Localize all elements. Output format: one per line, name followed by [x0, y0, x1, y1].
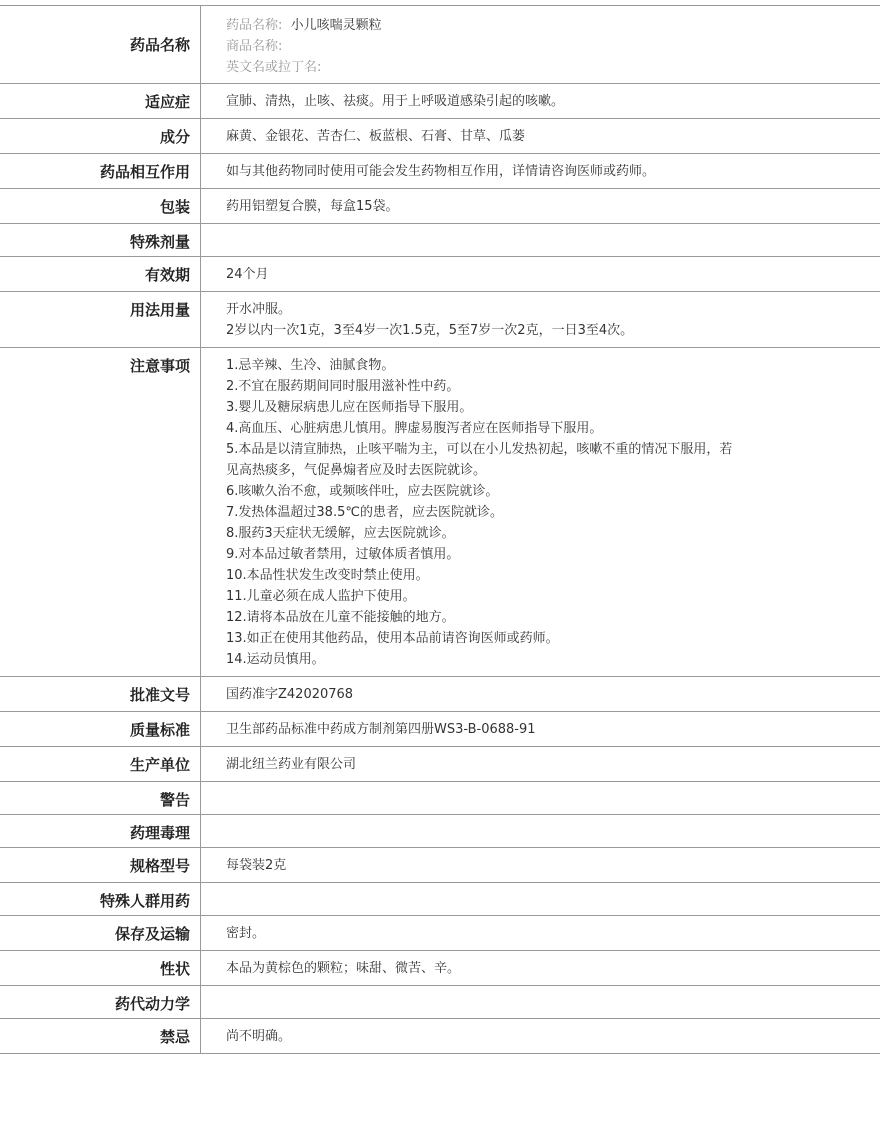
value-line: 3.婴儿及糖尿病患儿应在医师指导下服用。: [226, 400, 473, 415]
table-row: [0, 951, 880, 986]
row-value: [201, 815, 880, 848]
generic-name-line: [226, 15, 870, 36]
row-label: 特殊人群用药: [0, 883, 201, 916]
table-row: [0, 292, 880, 348]
value-line: 1.忌辛辣、生冷、油腻食物。: [226, 358, 395, 373]
value-line: 13.如正在使用其他药品，使用本品前请咨询医师或药师。: [226, 631, 559, 646]
row-label: 保存及运输: [0, 916, 201, 951]
value-line: 11.儿童必须在成人监护下使用。: [226, 589, 416, 604]
value-line: 开水冲服。: [226, 302, 292, 317]
table-row: [0, 84, 880, 119]
row-label: 特殊剂量: [0, 224, 201, 257]
value-line: 宣肺、清热，止咳、祛痰。用于上呼吸道感染引起的咳嗽。: [226, 94, 565, 109]
row-value: [201, 712, 880, 747]
drug-info-table: [0, 5, 880, 1054]
table-row: [0, 747, 880, 782]
value-line: 14.运动员慎用。: [226, 652, 325, 667]
row-value: [201, 348, 880, 677]
table-row: [0, 782, 880, 815]
row-value: [201, 189, 880, 224]
value-line: 7.发热体温超过38.5℃的患者，应去医院就诊。: [226, 505, 503, 520]
table-row: [0, 986, 880, 1019]
row-label: 质量标准: [0, 712, 201, 747]
row-value: [201, 292, 880, 348]
row-label: 药代动力学: [0, 986, 201, 1019]
english-name-label: 英文名或拉丁名:: [226, 60, 322, 75]
table-row: [0, 224, 880, 257]
row-label: 警告: [0, 782, 201, 815]
row-label: 用法用量: [0, 292, 201, 348]
value-line: 5.本品是以清宣肺热，止咳平喘为主，可以在小儿发热初起，咳嗽不重的情况下服用，若: [226, 442, 733, 457]
row-label: 包装: [0, 189, 201, 224]
row-value: [201, 848, 880, 883]
table-row: [0, 883, 880, 916]
table-row: [0, 712, 880, 747]
table-row: [0, 189, 880, 224]
table-row: [0, 348, 880, 677]
value-line: 国药准字Z42020768: [226, 687, 354, 702]
table-row: [0, 848, 880, 883]
row-value: [201, 916, 880, 951]
row-label: 适应症: [0, 84, 201, 119]
row-value: [201, 224, 880, 257]
row-value: [201, 951, 880, 986]
row-label: 药品相互作用: [0, 154, 201, 189]
value-line: 2.不宜在服药期间同时服用滋补性中药。: [226, 379, 460, 394]
row-label: 禁忌: [0, 1019, 201, 1054]
row-label: 批准文号: [0, 677, 201, 712]
row-value: [201, 782, 880, 815]
table-row: [0, 257, 880, 292]
generic-name-label: 药品名称:: [226, 18, 283, 33]
value-line: 24个月: [226, 267, 269, 282]
drug-name-value: [201, 6, 880, 84]
table-row: [0, 677, 880, 712]
table-row: [0, 815, 880, 848]
row-value: [201, 257, 880, 292]
trade-name-label: 商品名称:: [226, 39, 283, 54]
table-row: [0, 916, 880, 951]
value-line: 卫生部药品标准中药成方制剂第四册WS3-B-0688-91: [226, 722, 536, 737]
value-line: 本品为黄棕色的颗粒；味甜、微苦、辛。: [226, 961, 461, 976]
row-value: [201, 677, 880, 712]
value-line: 9.对本品过敏者禁用，过敏体质者慎用。: [226, 547, 460, 562]
table-row: [0, 1019, 880, 1054]
row-label: 成分: [0, 119, 201, 154]
value-line: 麻黄、金银花、苦杏仁、板蓝根、石膏、甘草、瓜蒌: [226, 129, 526, 144]
row-value: [201, 1019, 880, 1054]
value-line: 10.本品性状发生改变时禁止使用。: [226, 568, 429, 583]
value-line: 药用铝塑复合膜，每盒15袋。: [226, 199, 399, 214]
table-row: [0, 119, 880, 154]
row-value: [201, 84, 880, 119]
row-label: 注意事项: [0, 348, 201, 677]
drug-name-row: [0, 6, 880, 84]
value-line: 12.请将本品放在儿童不能接触的地方。: [226, 610, 455, 625]
value-line: 密封。: [226, 926, 266, 941]
value-line: 如与其他药物同时使用可能会发生药物相互作用，详情请咨询医师或药师。: [226, 164, 656, 179]
row-label: 性状: [0, 951, 201, 986]
row-value: [201, 883, 880, 916]
value-line: 4.高血压、心脏病患儿慎用。脾虚易腹泻者应在医师指导下服用。: [226, 421, 603, 436]
row-value: [201, 119, 880, 154]
drug-info-table-body: [0, 6, 880, 1054]
row-label: 药理毒理: [0, 815, 201, 848]
row-value: [201, 154, 880, 189]
value-line: 6.咳嗽久治不愈，或频咳伴吐，应去医院就诊。: [226, 484, 499, 499]
row-label: 有效期: [0, 257, 201, 292]
row-label: 生产单位: [0, 747, 201, 782]
value-line: 尚不明确。: [226, 1029, 292, 1044]
value-line: 见高热痰多，气促鼻煽者应及时去医院就诊。: [226, 463, 487, 478]
value-line: 每袋装2克: [226, 858, 287, 873]
value-line: 2岁以内一次1克，3至4岁一次1.5克，5至7岁一次2克，一日3至4次。: [226, 323, 634, 338]
table-row: [0, 154, 880, 189]
row-value: [201, 747, 880, 782]
value-line: 湖北纽兰药业有限公司: [226, 757, 357, 772]
value-line: 8.服药3天症状无缓解，应去医院就诊。: [226, 526, 455, 541]
row-label: 规格型号: [0, 848, 201, 883]
row-value: [201, 986, 880, 1019]
generic-name-value: 小儿咳喘灵颗粒: [290, 18, 382, 33]
drug-name-label: 药品名称: [0, 6, 201, 84]
